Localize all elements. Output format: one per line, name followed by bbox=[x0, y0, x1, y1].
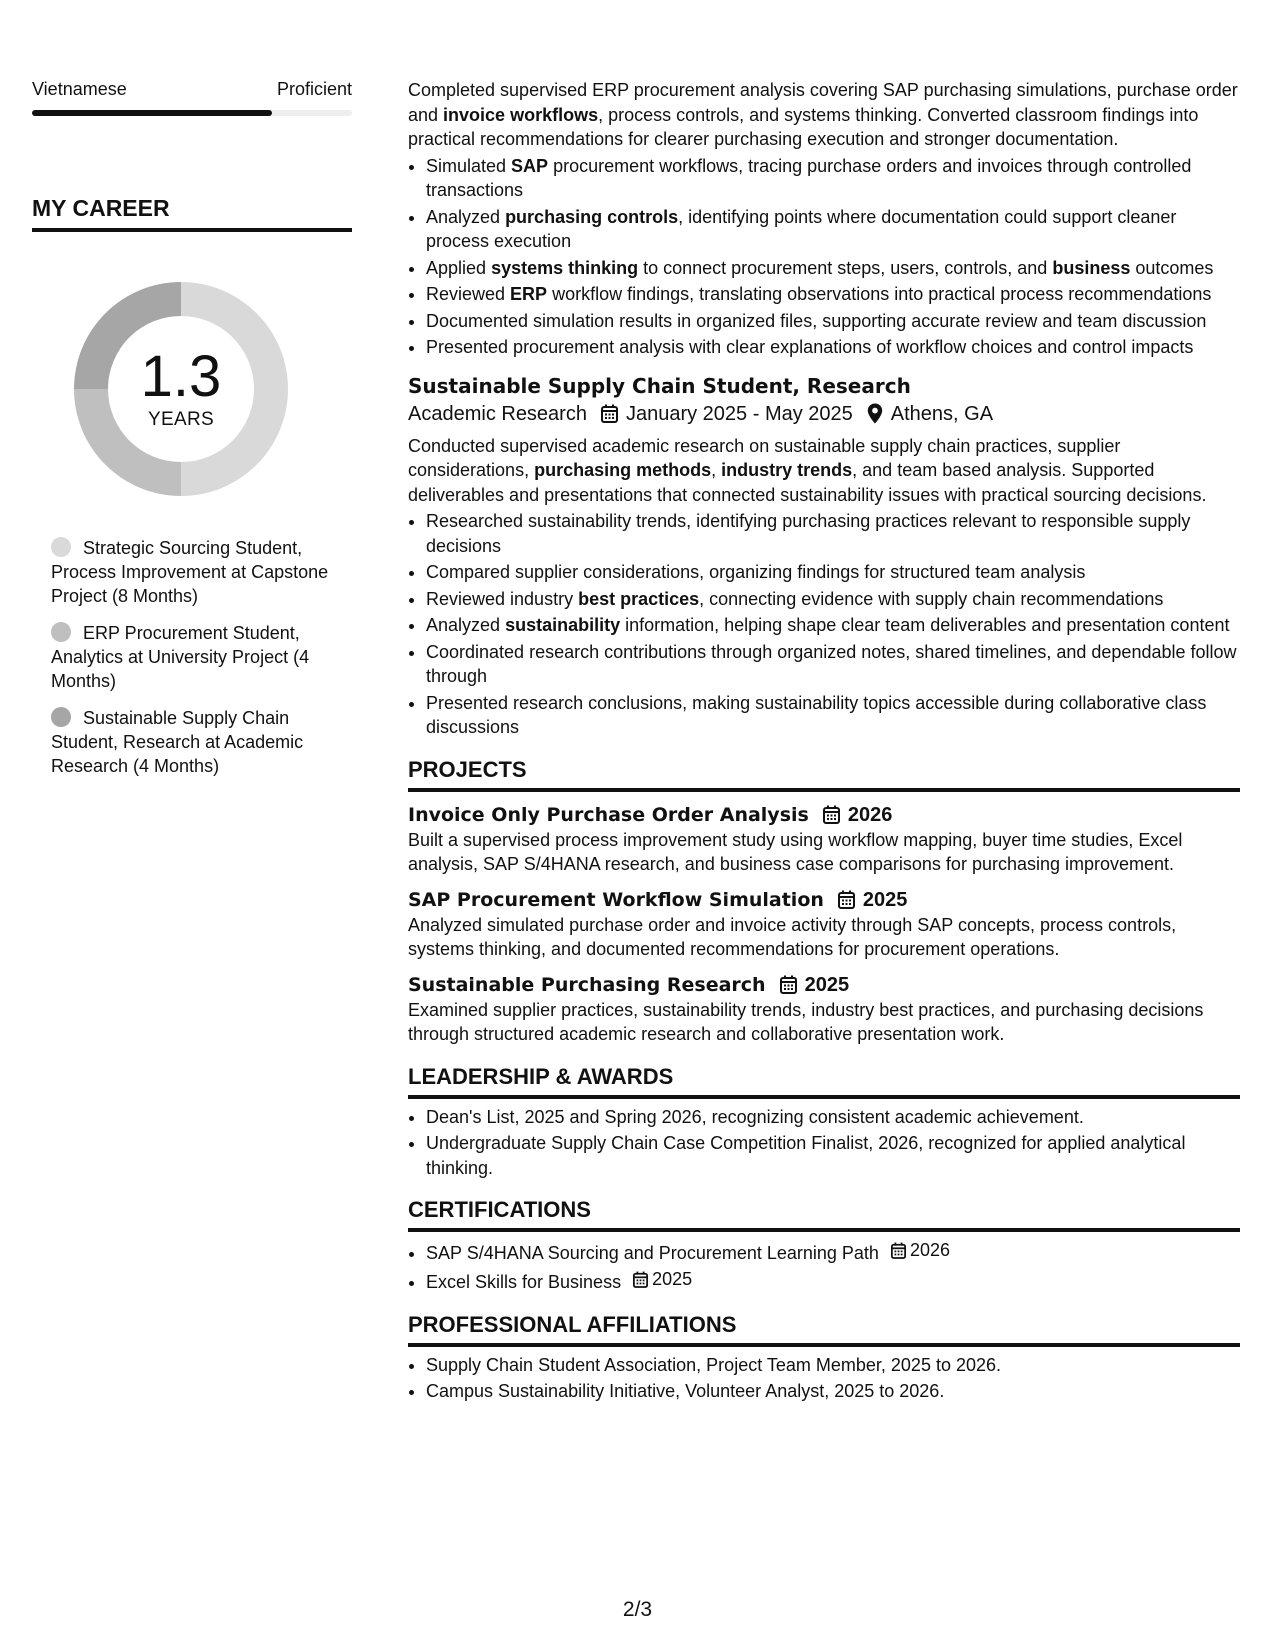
project-description: Examined supplier practices, sustainability trends, industry best practices, and purchasing decisions through structured academic research and collaborative presentation work. bbox=[408, 999, 1204, 1044]
career-dot bbox=[51, 622, 71, 642]
career-heading: MY CAREER bbox=[32, 194, 352, 232]
certification-date bbox=[891, 1238, 950, 1263]
career-total-unit: YEARS bbox=[148, 409, 214, 430]
sidebar bbox=[32, 78, 352, 791]
career-item bbox=[51, 536, 352, 608]
experience-bullets bbox=[408, 509, 1240, 740]
project-title-text: Sustainable Purchasing Research bbox=[408, 973, 766, 996]
project-title bbox=[408, 972, 1240, 998]
calendar-icon bbox=[601, 404, 618, 423]
language-proficiency-bar bbox=[32, 110, 352, 116]
list-item: • Simulated SAP procurement workflows, tracing purchase orders and invoices through controlled transactions bbox=[426, 154, 1240, 203]
language-name: Vietnamese bbox=[32, 79, 127, 99]
career-list bbox=[32, 536, 352, 778]
job-org: Academic Research bbox=[408, 402, 587, 425]
career-item-label: Sustainable Supply Chain Student, Research at Academic Research (4 Months) bbox=[51, 708, 304, 776]
certification-date bbox=[633, 1267, 692, 1292]
list-item: • Reviewed ERP workflow findings, translating observations into practical process recommendations bbox=[426, 282, 1240, 307]
career-total-value: 1.3 bbox=[140, 344, 222, 409]
job-dates: January 2025 - May 2025 bbox=[625, 402, 853, 425]
certifications-heading: CERTIFICATIONS bbox=[408, 1196, 1240, 1232]
list-item: • Documented simulation results in organized files, supporting accurate review and team discussion bbox=[426, 309, 1240, 334]
location-pin-icon bbox=[867, 403, 883, 424]
project-year: 2025 bbox=[862, 888, 908, 911]
page-number: 2/3 bbox=[622, 1598, 653, 1621]
list-item: • Presented research conclusions, making sustainability topics accessible during collaborative class discussions bbox=[426, 691, 1240, 740]
career-dot bbox=[51, 707, 71, 727]
list-item: • Presented procurement analysis with clear explanations of workflow choices and control impacts bbox=[426, 335, 1240, 360]
affiliations-list bbox=[408, 1353, 1240, 1404]
list-item: • Undergraduate Supply Chain Case Competition Finalist, 2026, recognized for applied analytical thinking. bbox=[426, 1131, 1240, 1180]
list-item: • Analyzed sustainability information, helping shape clear team deliverables and presentation content bbox=[426, 613, 1240, 638]
experience-entry-sustainable bbox=[408, 372, 1240, 740]
career-item bbox=[51, 706, 352, 778]
experience-summary: Conducted supervised academic research on sustainable supply chain practices, supplier considerations, purchasing methods, industry trends, and team based analysis. Supported deliverables and presentations that connected sustainability issues with practical sourcing decisions. bbox=[408, 435, 1207, 505]
career-dot bbox=[51, 537, 71, 557]
certification-name: Excel Skills for Business bbox=[426, 1272, 622, 1292]
calendar-icon bbox=[823, 805, 840, 824]
calendar-icon bbox=[891, 1242, 906, 1259]
list-item: • Dean's List, 2025 and Spring 2026, recognizing consistent academic achievement. bbox=[426, 1105, 1240, 1130]
list-item: • Coordinated research contributions through organized notes, shared timelines, and dependable follow through bbox=[426, 640, 1240, 689]
project-title bbox=[408, 802, 1240, 828]
list-item: • Compared supplier considerations, organizing findings for structured team analysis bbox=[426, 560, 1240, 585]
certification-year: 2026 bbox=[909, 1240, 950, 1260]
list-item: • Campus Sustainability Initiative, Volunteer Analyst, 2025 to 2026. bbox=[426, 1379, 1240, 1404]
project-title-text: Invoice Only Purchase Order Analysis bbox=[408, 803, 809, 826]
certifications-section bbox=[408, 1196, 1240, 1295]
job-location: Athens, GA bbox=[890, 402, 994, 425]
experience-summary: Completed supervised ERP procurement analysis covering SAP purchasing simulations, purchase order and invoice workflows, process controls, and systems thinking. Converted classroom findings into practical recommendations for clearer purchasing execution and stronger documentation. bbox=[408, 80, 1238, 149]
projects-section bbox=[408, 756, 1240, 1047]
project-description: Analyzed simulated purchase order and invoice activity through SAP concepts, process controls, systems thinking, and documented recommendations for procurement operations. bbox=[408, 914, 1177, 959]
calendar-icon bbox=[633, 1271, 648, 1288]
list-item: • Analyzed purchasing controls, identifying points where documentation could support cleaner process execution bbox=[426, 205, 1240, 254]
project-title bbox=[408, 887, 1240, 913]
career-item bbox=[51, 621, 352, 693]
calendar-icon bbox=[838, 890, 855, 909]
certifications-list bbox=[408, 1238, 1240, 1295]
list-item: • Reviewed industry best practices, connecting evidence with supply chain recommendations bbox=[426, 587, 1240, 612]
list-item: • Applied systems thinking to connect procurement steps, users, controls, and business outcomes bbox=[426, 256, 1240, 281]
career-item-label: Strategic Sourcing Student, Process Improvement at Capstone Project (8 Months) bbox=[51, 538, 329, 606]
experience-entry-erp bbox=[408, 78, 1240, 360]
language-proficiency-fill bbox=[32, 110, 272, 116]
leadership-list bbox=[408, 1105, 1240, 1181]
list-item: • Researched sustainability trends, identifying purchasing practices relevant to responsible supply decisions bbox=[426, 509, 1240, 558]
project-description: Built a supervised process improvement study using workflow mapping, buyer time studies, Excel analysis, SAP S/4HANA research, and business case comparisons for purchasing improvement. bbox=[408, 829, 1183, 874]
project-year: 2025 bbox=[804, 973, 850, 996]
affiliations-section bbox=[408, 1311, 1240, 1404]
career-item-label: ERP Procurement Student, Analytics at University Project (4 Months) bbox=[51, 623, 310, 691]
career-donut-chart bbox=[66, 274, 296, 504]
list-item: • Supply Chain Student Association, Project Team Member, 2025 to 2026. bbox=[426, 1353, 1240, 1378]
list-item bbox=[426, 1267, 1240, 1294]
leadership-heading: LEADERSHIP & AWARDS bbox=[408, 1063, 1240, 1099]
experience-bullets bbox=[408, 154, 1240, 360]
leadership-section bbox=[408, 1063, 1240, 1181]
certification-year: 2025 bbox=[652, 1269, 693, 1290]
main-content bbox=[408, 78, 1240, 1406]
job-title: Sustainable Supply Chain Student, Research bbox=[408, 373, 911, 398]
affiliations-heading: PROFESSIONAL AFFILIATIONS bbox=[408, 1311, 1240, 1347]
projects-heading: PROJECTS bbox=[408, 756, 1240, 792]
certification-name: SAP S/4HANA Sourcing and Procurement Learning Path bbox=[426, 1242, 879, 1263]
project-year: 2026 bbox=[847, 803, 893, 826]
language-row bbox=[32, 78, 352, 100]
project-title-text: SAP Procurement Workflow Simulation bbox=[408, 888, 824, 911]
calendar-icon bbox=[780, 975, 797, 994]
list-item bbox=[426, 1238, 1240, 1265]
language-level: Proficient bbox=[276, 79, 352, 99]
career-donut-center bbox=[66, 274, 296, 504]
job-meta bbox=[408, 400, 1240, 428]
